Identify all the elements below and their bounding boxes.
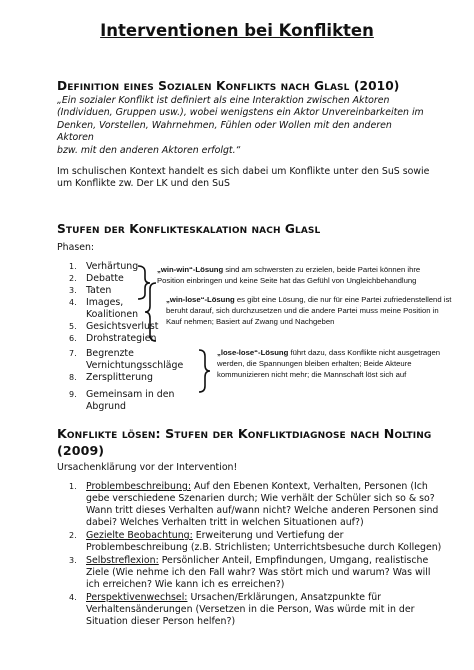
step-text: ich erreichen? Wie kann ich es erreichen?) (86, 579, 285, 590)
intervention-intro: Ursachenklärung vor der Intervention! (57, 462, 238, 473)
note-title: „win-win“-Lösung (157, 265, 224, 274)
step-text: gebe verschiedene Szenarien durch; Wie verhält der Schüler sich so & so? (86, 493, 435, 504)
stage-label: Zersplitterung (86, 372, 153, 383)
stage-label: Debatte (86, 273, 124, 284)
step-text: Problembeschreibung (z.B. Strichlisten; Unterrichtsbesuche durch Kollegen) (86, 542, 442, 553)
stage-number: 4. (69, 298, 77, 307)
stage-label: Verhärtung (86, 261, 139, 272)
note-text: führt dazu, dass Konflikte nicht ausgetragen (288, 348, 441, 357)
phases-label: Phasen: (57, 242, 95, 253)
note-text: werden, die Spannungen bleiben erhalten; Beide Akteure (217, 359, 412, 368)
stage-label: Begrenzte (86, 348, 134, 359)
step-text: Verhaltensänderungen (Versetzen in die Person, Was würde mit in der (86, 604, 415, 615)
brace-lose-lose (199, 350, 210, 392)
stage-label: Gesichtsverlust (86, 321, 159, 332)
note-text: Kauf nehmen; Basiert auf Zwang und Nachgeben (166, 317, 335, 326)
note-text: Position einbringen und keine Seite hat das Gefühl von Ungleichbehandlung (157, 276, 417, 285)
context-line: Im schulischen Kontext handelt es sich dabei um Konflikte unter den SuS sowie (57, 166, 430, 177)
quote-line: „Ein sozialer Konflikt ist definiert als eine Interaktion zwischen Aktoren (57, 95, 390, 106)
stage-label: Gemeinsam in den (86, 389, 175, 400)
stage-label: Abgrund (86, 401, 127, 412)
stage-label: Drohstrategien (86, 333, 157, 344)
stage-label: Taten (86, 285, 112, 296)
stage-number: 9. (69, 390, 77, 399)
quote-line: bzw. mit den anderen Aktoren erfolgt.“ (57, 144, 241, 156)
step-text: dabei? Welches Verhalten tritt in welchen Situationen auf?) (86, 517, 364, 528)
note-title: „lose-lose“-Lösung (217, 348, 289, 357)
step-text: Persönlicher Anteil, Empfindungen, Umgang, realistische (158, 555, 429, 566)
quote-line: (Individuen, Gruppen usw.), wobei wenigstens ein Aktor Unvereinbarkeiten im (57, 107, 424, 119)
step-number: 4. (69, 593, 77, 602)
step-number: 1. (69, 482, 77, 491)
stage-number: 1. (69, 262, 77, 271)
step-text: Situation dieser Person helfen?) (86, 616, 236, 627)
page-title: Interventionen bei Konflikten (100, 21, 374, 40)
stage-number: 2. (69, 274, 77, 283)
brace-win-win (138, 266, 150, 299)
stage-label: Koalitionen (86, 309, 139, 320)
step-text: Erweiterung und Vertiefung der (192, 530, 344, 541)
stage-label: Vernichtungsschläge (86, 360, 184, 371)
note-win-lose (166, 294, 461, 327)
note-text: kommunizieren nicht mehr; die Mannschaft löst sich auf (217, 370, 407, 379)
section-heading-definition: Definition eines Sozialen Konflikts nach Glasl (2010) (57, 79, 400, 93)
step-number: 2. (69, 531, 77, 540)
heading-line: Konflikte lösen: Stufen der Konfliktdiagnose nach Nolting (57, 426, 432, 441)
step-label: Selbstreflexion: (86, 555, 159, 566)
brace-win-lose (145, 283, 156, 341)
stage-number: 7. (69, 349, 77, 358)
stage-number: 3. (69, 286, 77, 295)
section-heading-conflict-diagnosis (57, 425, 437, 459)
context-line: um Konflikte zw. Der LK und den SuS (57, 178, 230, 190)
step-label: Gezielte Beobachtung: (86, 530, 193, 541)
note-lose-lose (217, 347, 467, 380)
stage-number: 8. (69, 373, 77, 382)
stage-number: 6. (69, 334, 77, 343)
step-text: Ziele (Wie nehme ich den Fall wahr? Was stört mich und warum? Was will (86, 567, 431, 578)
stage-label: Images, (86, 297, 124, 308)
step-label: Perspektivenwechsel: (86, 592, 188, 603)
note-text: beruht darauf, sich durchzusetzen und die andere Partei muss meine Position in (166, 306, 439, 315)
section-heading-escalation: Stufen der Konflikteskalation nach Glasl (57, 222, 321, 236)
step-text: Auf den Ebenen Kontext, Verhalten, Personen (Ich (191, 481, 428, 492)
note-text: es gibt eine Lösung, die nur für eine Partei zufriedenstellend ist (234, 295, 452, 304)
heading-line: (2009) (57, 443, 105, 458)
note-title: „win-lose“-Lösung (166, 295, 235, 304)
step-number: 3. (69, 556, 77, 565)
step-text: Ursachen/Erklärungen, Ansatzpunkte für (187, 592, 382, 603)
quote-line: Denken, Vorstellen, Wahrnehmen, Fühlen oder Wollen mit den anderen Aktoren (57, 119, 392, 144)
step-text: Wann tritt dieses Verhalten auf/wann nicht? Welche anderen Personen sind (86, 505, 439, 516)
note-text: sind am schwersten zu erzielen, beide Partei können ihre (223, 265, 421, 274)
stage-number: 5. (69, 322, 77, 331)
step-label: Problembeschreibung: (86, 481, 191, 492)
note-win-win (157, 264, 457, 286)
